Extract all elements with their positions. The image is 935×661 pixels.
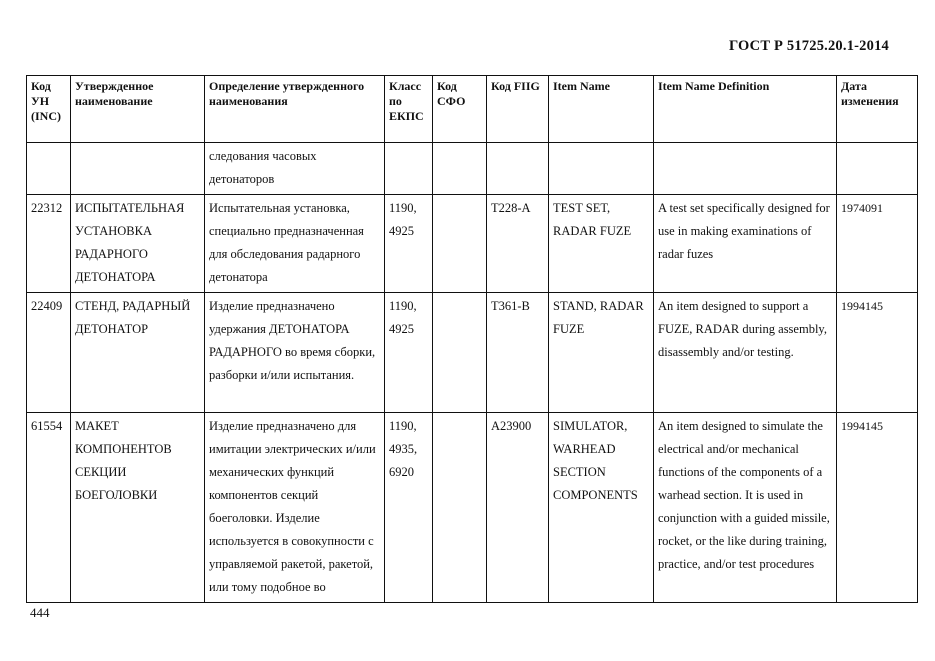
table-row bbox=[27, 413, 918, 603]
cell-inc: 22409 bbox=[27, 293, 71, 413]
cell-item-definition: An item designed to simulate the electrical and/or mechanical functions of the components of a warhead section. It is used in conjunction with a guided missile, rocket, or the like during training, practice, and/or test procedures bbox=[654, 413, 837, 603]
cell-item-definition bbox=[654, 143, 837, 195]
cell-sfo bbox=[433, 293, 487, 413]
cell-item-name bbox=[549, 143, 654, 195]
column-header-sfo: Код СФО bbox=[433, 76, 487, 143]
cell-fiig: T228-A bbox=[487, 195, 549, 293]
cell-fiig: T361-B bbox=[487, 293, 549, 413]
cell-date: 1994145 bbox=[837, 413, 918, 603]
cell-date: 1974091 bbox=[837, 195, 918, 293]
cell-item-name: SIMULATOR, WARHEAD SECTION COMPONENTS bbox=[549, 413, 654, 603]
table-row bbox=[27, 143, 918, 195]
cell-inc bbox=[27, 143, 71, 195]
column-header-class: Класс по ЕКПС bbox=[385, 76, 433, 143]
column-header-item-definition: Item Name Definition bbox=[654, 76, 837, 143]
table-row bbox=[27, 293, 918, 413]
table-row bbox=[27, 195, 918, 293]
column-header-approved-name: Утвержденное наименование bbox=[71, 76, 205, 143]
cell-class: 1190, 4935, 6920 bbox=[385, 413, 433, 603]
cell-item-definition: A test set specifically designed for use in making examinations of radar fuzes bbox=[654, 195, 837, 293]
cell-fiig: A23900 bbox=[487, 413, 549, 603]
cell-item-name: STAND, RADAR FUZE bbox=[549, 293, 654, 413]
cell-definition: Испытательная установка, специально предназначенная для обследования радарного детонатора bbox=[205, 195, 385, 293]
page-number: 444 bbox=[30, 605, 50, 620]
cell-inc: 61554 bbox=[27, 413, 71, 603]
cell-approved-name: СТЕНД, РАДАРНЫЙ ДЕТОНАТОР bbox=[71, 293, 205, 413]
cell-date bbox=[837, 143, 918, 195]
column-header-fiig: Код FIIG bbox=[487, 76, 549, 143]
column-header-inc: Код УН (INC) bbox=[27, 76, 71, 143]
catalog-table bbox=[26, 75, 918, 603]
cell-definition: Изделие предназначено удержания ДЕТОНАТОРА РАДАРНОГО во время сборки, разборки и/или испытания. bbox=[205, 293, 385, 413]
cell-item-name: TEST SET, RADAR FUZE bbox=[549, 195, 654, 293]
cell-approved-name bbox=[71, 143, 205, 195]
column-header-definition: Определение утвержденного наименования bbox=[205, 76, 385, 143]
document-header: ГОСТ Р 51725.20.1-2014 bbox=[728, 38, 889, 54]
cell-definition: Изделие предназначено для имитации электрических и/или механических функций компонентов секций боеголовки. Изделие используется в совокупности с управляемой ракетой, ракетой, или тому подобное во bbox=[205, 413, 385, 603]
column-header-date: Дата изменения bbox=[837, 76, 918, 143]
cell-class bbox=[385, 143, 433, 195]
cell-sfo bbox=[433, 413, 487, 603]
cell-definition: следования часовых детонаторов bbox=[205, 143, 385, 195]
cell-date: 1994145 bbox=[837, 293, 918, 413]
cell-fiig bbox=[487, 143, 549, 195]
cell-sfo bbox=[433, 195, 487, 293]
cell-item-definition: An item designed to support a FUZE, RADAR during assembly, disassembly and/or testing. bbox=[654, 293, 837, 413]
cell-inc: 22312 bbox=[27, 195, 71, 293]
cell-class: 1190, 4925 bbox=[385, 195, 433, 293]
cell-sfo bbox=[433, 143, 487, 195]
cell-approved-name: ИСПЫТАТЕЛЬНАЯ УСТАНОВКА РАДАРНОГО ДЕТОНАТОРА bbox=[71, 195, 205, 293]
cell-class: 1190, 4925 bbox=[385, 293, 433, 413]
column-header-item-name: Item Name bbox=[549, 76, 654, 143]
cell-approved-name: МАКЕТ КОМПОНЕНТОВ СЕКЦИИ БОЕГОЛОВКИ bbox=[71, 413, 205, 603]
table-header-row bbox=[27, 76, 918, 143]
